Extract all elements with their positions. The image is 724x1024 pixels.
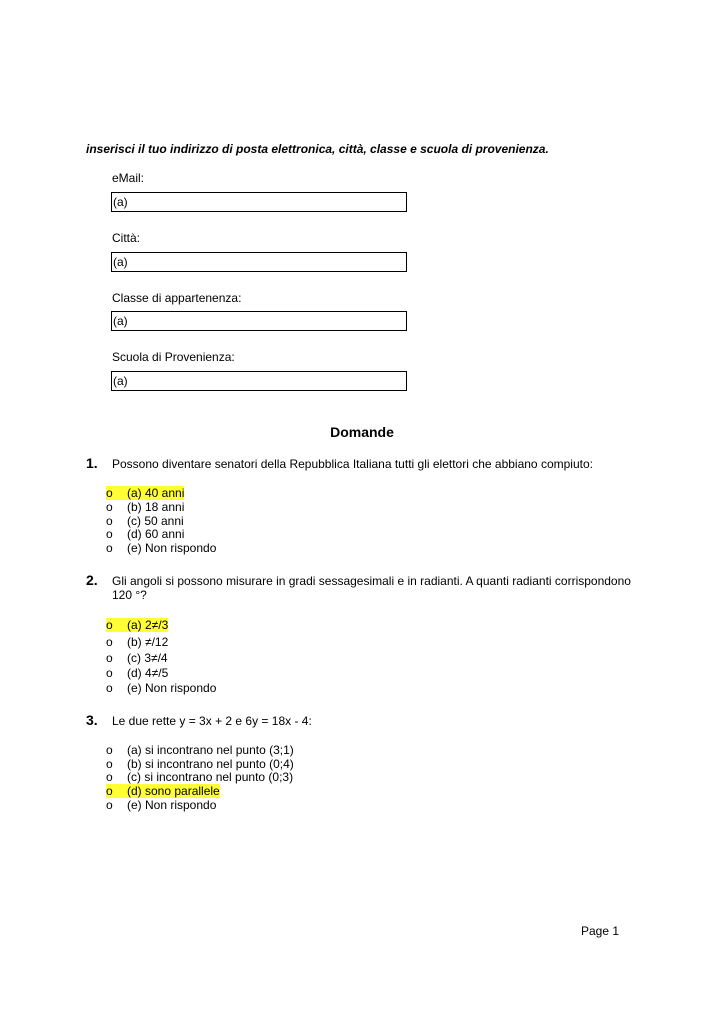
question-2-number: 2. — [86, 572, 98, 588]
school-label: Scuola di Provenienza: — [112, 350, 235, 364]
option-label: (e) Non rispondo — [127, 798, 217, 812]
radio-bullet-icon: o — [106, 681, 113, 695]
radio-bullet-icon: o — [106, 527, 113, 541]
school-field[interactable]: (a) — [111, 371, 407, 391]
option-label: (a) si incontrano nel punto (3;1) — [127, 743, 294, 757]
question-3-option-c[interactable] — [106, 771, 293, 784]
radio-bullet-icon: o — [106, 757, 113, 771]
option-label: (d) 60 anni — [127, 527, 185, 541]
option-label: (e) Non rispondo — [127, 541, 217, 555]
question-2-option-b[interactable] — [106, 636, 168, 649]
question-1-option-a[interactable] — [106, 487, 184, 500]
radio-bullet-icon: o — [106, 618, 113, 632]
option-label: (b) si incontrano nel punto (0;4) — [127, 757, 294, 771]
question-3-text: Le due rette y = 3x + 2 e 6y = 18x - 4: — [112, 714, 312, 728]
question-2-option-a[interactable] — [106, 619, 168, 632]
question-1-text: Possono diventare senatori della Repubblica Italiana tutti gli elettori che abbiano compiuto: — [112, 457, 593, 471]
city-field[interactable]: (a) — [111, 252, 407, 272]
option-label: (b) 18 anni — [127, 500, 185, 514]
question-1-option-e[interactable] — [106, 542, 216, 555]
option-label: (b) ≠/12 — [127, 635, 169, 649]
radio-bullet-icon: o — [106, 798, 113, 812]
question-3-option-d[interactable] — [106, 785, 220, 798]
section-title: Domande — [330, 424, 394, 440]
question-3-option-a[interactable] — [106, 744, 294, 757]
radio-bullet-icon: o — [106, 651, 113, 665]
radio-bullet-icon: o — [106, 500, 113, 514]
question-2-option-e[interactable] — [106, 682, 216, 695]
option-label: (a) 2≠/3 — [127, 618, 169, 632]
email-label: eMail: — [112, 171, 145, 185]
radio-bullet-icon: o — [106, 541, 113, 555]
option-label: (d) 4≠/5 — [127, 666, 169, 680]
question-2-option-c[interactable] — [106, 652, 168, 665]
email-field[interactable]: (a) — [111, 192, 407, 212]
option-label: (e) Non rispondo — [127, 681, 217, 695]
city-label: Città: — [112, 231, 141, 245]
option-label: (a) 40 anni — [127, 486, 185, 500]
option-label: (d) sono parallele — [127, 784, 220, 798]
question-2-option-d[interactable] — [106, 667, 168, 680]
question-3-number: 3. — [86, 712, 98, 728]
question-1-option-b[interactable] — [106, 501, 184, 514]
option-label: (c) 3≠/4 — [127, 651, 168, 665]
question-1-number: 1. — [86, 455, 98, 471]
radio-bullet-icon: o — [106, 743, 113, 757]
class-field[interactable]: (a) — [111, 311, 407, 331]
radio-bullet-icon: o — [106, 784, 113, 798]
radio-bullet-icon: o — [106, 770, 113, 784]
class-label: Classe di appartenenza: — [112, 291, 242, 305]
question-1-option-d[interactable] — [106, 528, 184, 541]
page-number: Page 1 — [581, 924, 620, 938]
radio-bullet-icon: o — [106, 666, 113, 680]
form-instructions: inserisci il tuo indirizzo di posta elettronica, città, classe e scuola di provenienza. — [86, 142, 549, 156]
radio-bullet-icon: o — [106, 514, 113, 528]
option-label: (c) si incontrano nel punto (0;3) — [127, 770, 294, 784]
option-label: (c) 50 anni — [127, 514, 184, 528]
radio-bullet-icon: o — [106, 635, 113, 649]
radio-bullet-icon: o — [106, 486, 113, 500]
question-2-text: Gli angoli si possono misurare in gradi sessagesimali e in radianti. A quanti radianti corrispondono 120 °? — [112, 574, 631, 602]
question-3-option-e[interactable] — [106, 799, 216, 812]
